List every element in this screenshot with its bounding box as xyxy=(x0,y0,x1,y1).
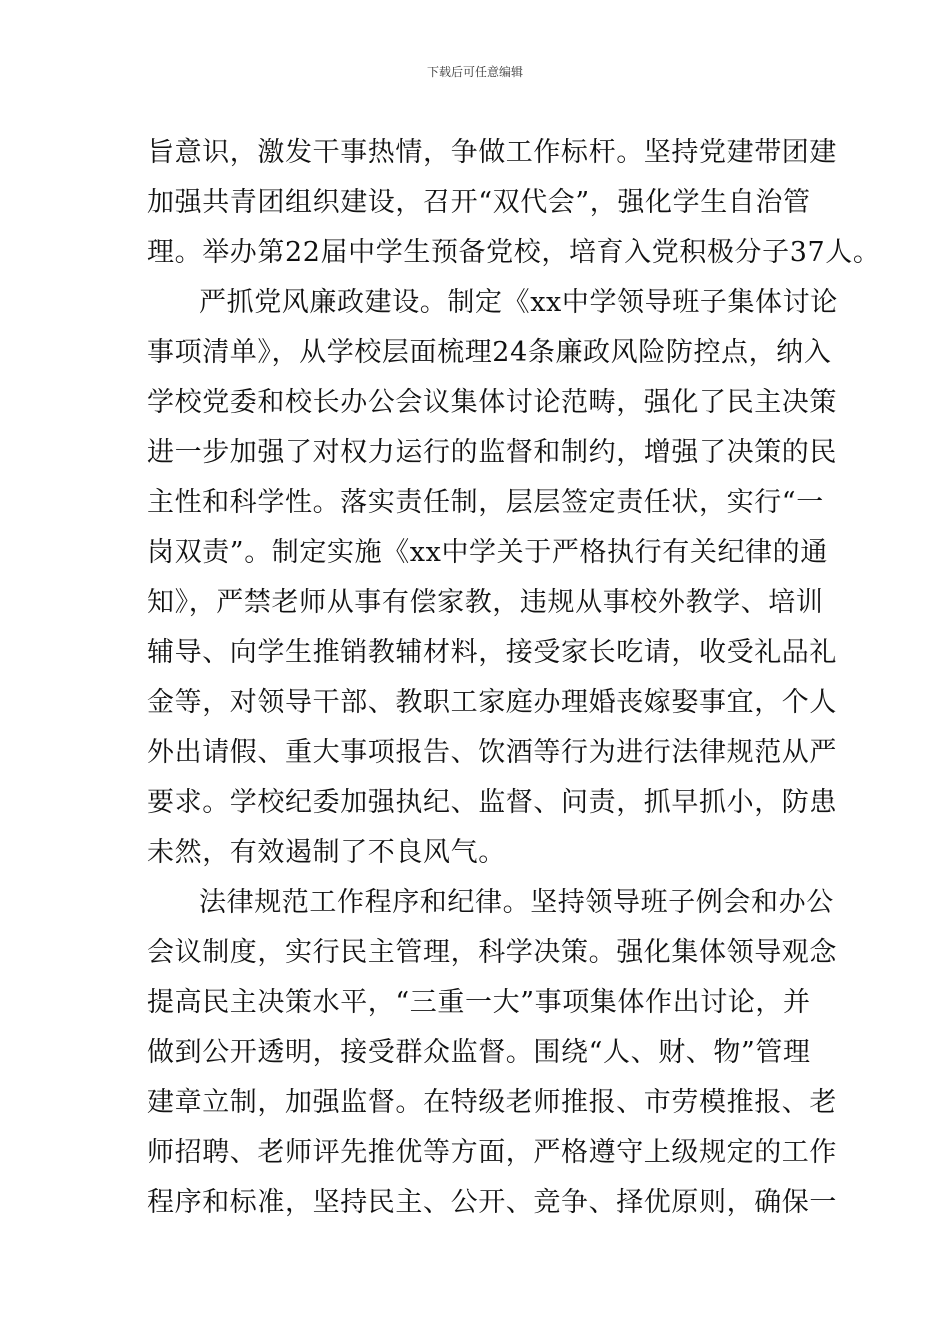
document-body xyxy=(147,128,881,1228)
text-line: 进一步加强了对权力运行的监督和制约，增强了决策的民 xyxy=(147,437,837,468)
text-line: 主性和科学性。落实责任制，层层签定责任状，实行“一 xyxy=(147,487,824,518)
text-line: 旨意识，激发干事热情，争做工作标杆。坚持党建带团建 xyxy=(147,137,837,168)
text-line: 岗双责”。制定实施《xx中学关于严格执行有关纪律的通 xyxy=(147,537,828,568)
page-header: 下载后可任意编辑 xyxy=(426,65,523,79)
text-line: 理。举办第22届中学生预备党校，培育入党积极分子37人。 xyxy=(147,237,881,268)
text-line: 会议制度，实行民主管理，科学决策。强化集体领导观念 xyxy=(147,937,837,968)
text-line: 知》，严禁老师从事有偿家教，违规从事校外教学、培训 xyxy=(147,587,824,618)
text-line: 做到公开透明，接受群众监督。围绕“人、财、物”管理 xyxy=(147,1037,811,1068)
text-line: 提高民主决策水平，“三重一大”事项集体作出讨论，并 xyxy=(147,987,811,1018)
paragraph-start-line: 法律规范工作程序和纪律。坚持领导班子例会和办公 xyxy=(199,887,834,918)
text-line: 程序和标准，坚持民主、公开、竞争、择优原则，确保一 xyxy=(147,1187,837,1218)
text-line: 师招聘、老师评先推优等方面，严格遵守上级规定的工作 xyxy=(147,1137,837,1168)
paragraph-start-line: 严抓党风廉政建设。制定《xx中学领导班子集体讨论 xyxy=(199,287,838,318)
text-line: 加强共青团组织建设，召开“双代会”，强化学生自治管 xyxy=(147,187,811,218)
text-line: 学校党委和校长办公会议集体讨论范畴，强化了民主决策 xyxy=(147,387,837,418)
text-line: 事项清单》，从学校层面梳理24条廉政风险防控点，纳入 xyxy=(147,337,832,368)
text-line: 辅导、向学生推销教辅材料，接受家长吃请，收受礼品礼 xyxy=(147,637,837,668)
text-line: 金等，对领导干部、教职工家庭办理婚丧嫁娶事宜，个人 xyxy=(147,687,837,718)
text-line: 建章立制，加强监督。在特级老师推报、市劳模推报、老 xyxy=(147,1087,837,1118)
text-line: 未然，有效遏制了不良风气。 xyxy=(147,837,506,868)
text-line: 外出请假、重大事项报告、饮酒等行为进行法律规范从严 xyxy=(147,737,837,768)
text-line: 要求。学校纪委加强执纪、监督、问责，抓早抓小，防患 xyxy=(147,787,837,818)
